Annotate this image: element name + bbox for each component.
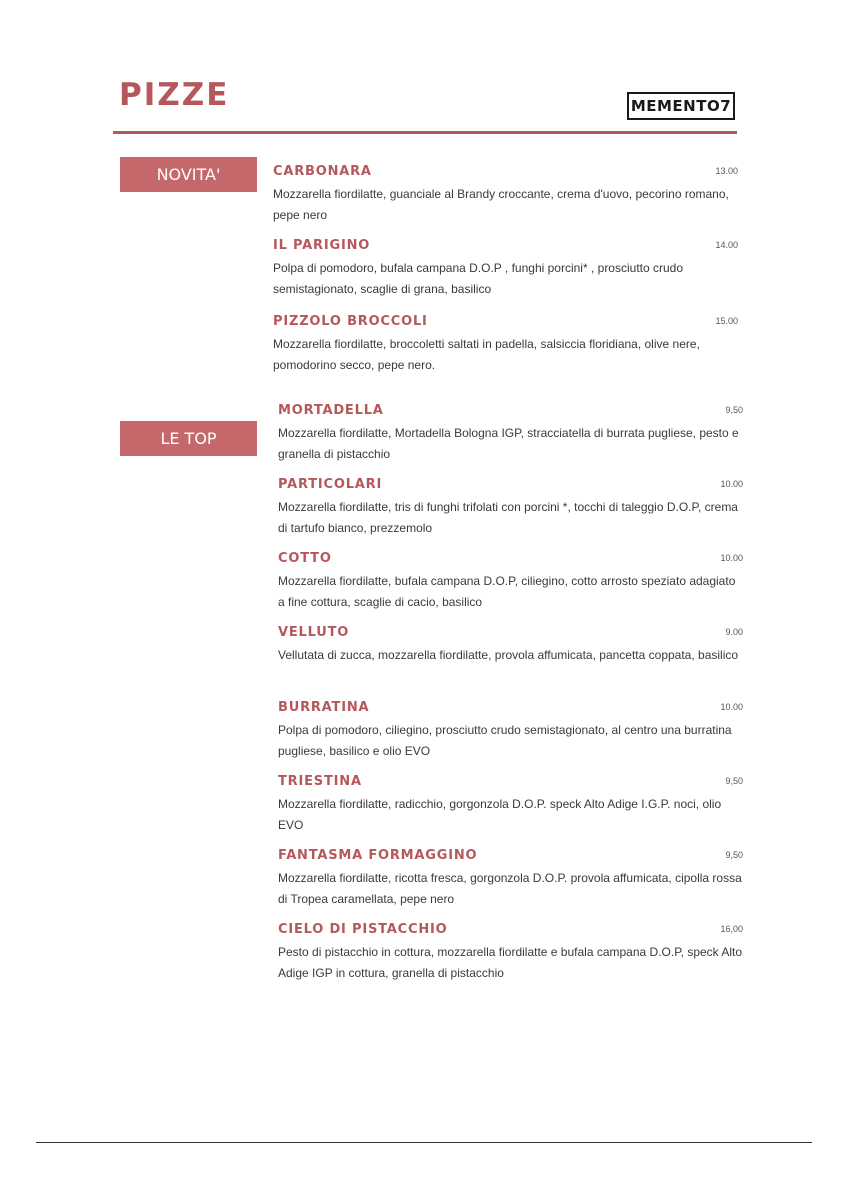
item-description: Pesto di pistacchio in cottura, mozzarella fiordilatte e bufala campana D.O.P, speck Alto Adige IGP in cottura, granella di pistacchio <box>278 945 743 980</box>
item-description: Polpa di pomodoro, bufala campana D.O.P , funghi porcini* , prosciutto crudo semistagionato, scaglie di grana, basilico <box>273 261 684 296</box>
menu-item-particolari <box>278 476 743 539</box>
menu-item-velluto <box>278 624 743 666</box>
item-price: 14.00 <box>715 240 738 250</box>
footer-divider <box>36 1142 812 1143</box>
item-name: COTTO <box>278 551 332 566</box>
item-name: CIELO DI PISTACCHIO <box>278 922 448 937</box>
header-divider <box>113 131 737 134</box>
item-description: Vellutata di zucca, mozzarella fiordilatte, provola affumicata, pancetta coppata, basilico <box>278 648 739 662</box>
item-price: 10.00 <box>720 479 743 489</box>
item-price: 9,50 <box>725 850 743 860</box>
menu-item-mortadella <box>278 402 743 465</box>
item-name: CARBONARA <box>273 164 372 179</box>
item-name: FANTASMA FORMAGGINO <box>278 848 478 863</box>
item-price: 13.00 <box>715 166 738 176</box>
section-badge-le-top: LE TOP <box>120 421 257 456</box>
item-name: PARTICOLARI <box>278 477 383 492</box>
item-price: 10.00 <box>720 553 743 563</box>
item-name: PIZZOLO BROCCOLI <box>273 314 428 329</box>
item-description: Mozzarella fiordilatte, broccoletti saltati in padella, salsiccia floridiana, olive nere, pomodorino secco, pepe nero. <box>273 337 700 372</box>
section-badge-novita: NOVITA' <box>120 157 257 192</box>
page-title: PIZZE <box>119 77 230 113</box>
menu-item-fantasma-formaggino <box>278 847 743 910</box>
item-description: Mozzarella fiordilatte, bufala campana D.O.P, ciliegino, cotto arrosto speziato adagiato a fine cottura, scaglie di cacio, basilico <box>278 574 736 609</box>
item-price: 16,00 <box>720 924 743 934</box>
item-description: Mozzarella fiordilatte, tris di funghi trifolati con porcini *, tocchi di taleggio D.O.P, crema di tartufo bianco, prezzemolo <box>278 500 738 535</box>
item-price: 9.00 <box>725 627 743 637</box>
item-description: Mozzarella fiordilatte, ricotta fresca, gorgonzola D.O.P. provola affumicata, cipolla rossa di Tropea caramellata, pepe nero <box>278 871 742 906</box>
brand-logo: MEMENTO7 <box>627 92 735 120</box>
item-name: VELLUTO <box>278 625 350 640</box>
item-name: BURRATINA <box>278 700 370 715</box>
menu-item-burratina <box>278 699 743 762</box>
menu-item-triestina <box>278 773 743 836</box>
item-name: IL PARIGINO <box>273 238 371 253</box>
item-name: MORTADELLA <box>278 403 384 418</box>
menu-item-cielo-di-pistacchio <box>278 921 743 984</box>
item-description: Mozzarella fiordilatte, guanciale al Brandy croccante, crema d'uovo, pecorino romano, pepe nero <box>273 187 729 222</box>
menu-item-il-parigino <box>273 237 738 300</box>
item-price: 15.00 <box>715 316 738 326</box>
item-description: Mozzarella fiordilatte, Mortadella Bologna IGP, stracciatella di burrata pugliese, pesto e granella di pistacchio <box>278 426 739 461</box>
item-price: 9,50 <box>725 776 743 786</box>
menu-item-carbonara <box>273 163 738 226</box>
item-description: Mozzarella fiordilatte, radicchio, gorgonzola D.O.P. speck Alto Adige I.G.P. noci, olio EVO <box>278 797 722 832</box>
item-price: 9,50 <box>725 405 743 415</box>
menu-item-pizzolo-broccoli <box>273 313 738 376</box>
item-description: Polpa di pomodoro, ciliegino, prosciutto crudo semistagionato, al centro una burratina pugliese, basilico e olio EVO <box>278 723 732 758</box>
item-name: TRIESTINA <box>278 774 362 789</box>
item-price: 10.00 <box>720 702 743 712</box>
menu-item-cotto <box>278 550 743 613</box>
